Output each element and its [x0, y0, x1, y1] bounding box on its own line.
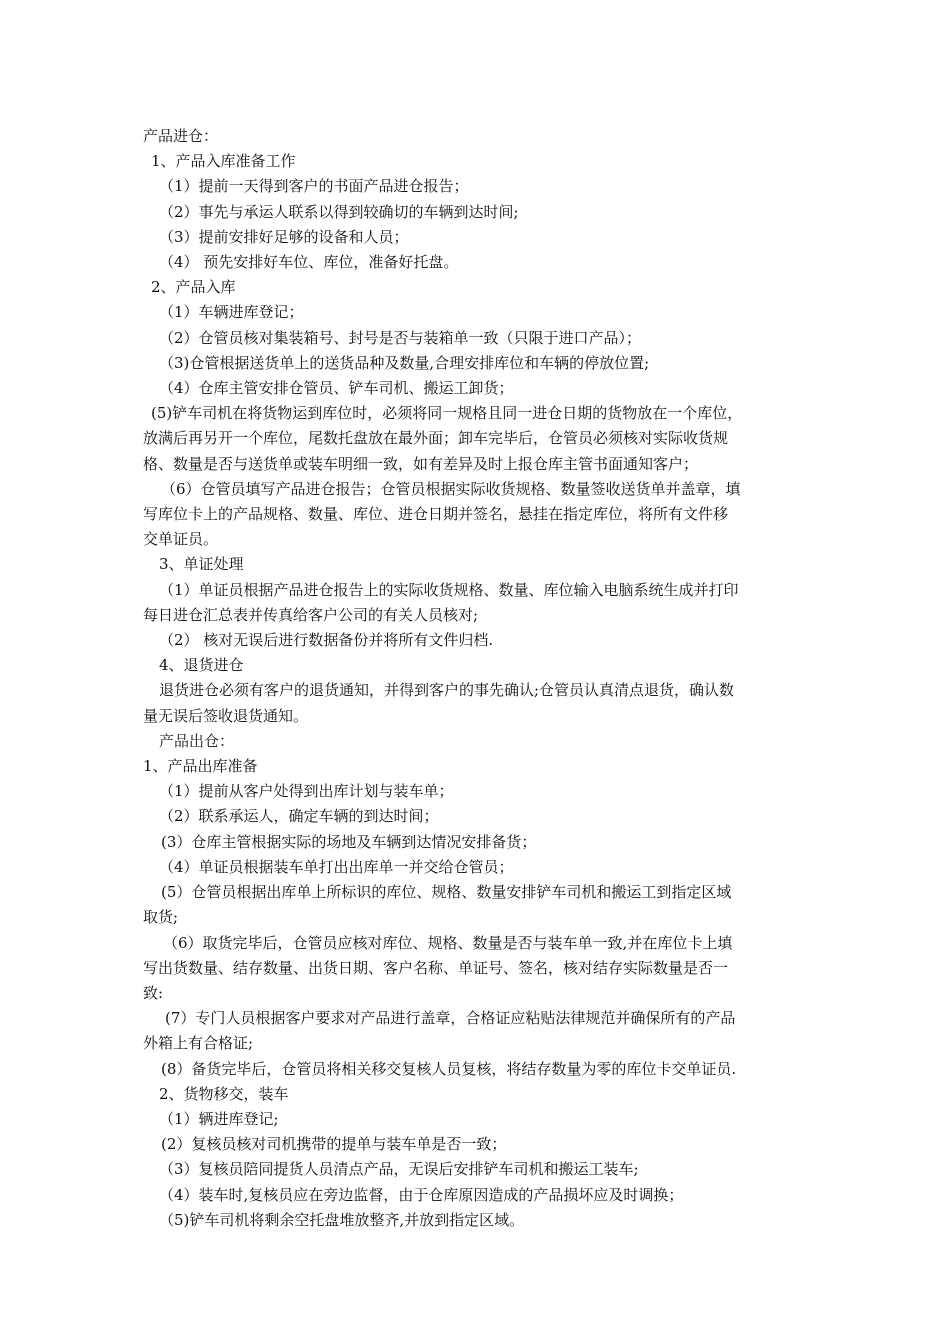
paragraph-line: 交单证员。 — [143, 530, 219, 549]
list-item: （3)仓管根据送货单上的送货品种及数量,合理安排库位和车辆的停放位置; — [159, 353, 650, 372]
list-item: (7）专门人员根据客户要求对产品进行盖章，合格证应粘贴法律规范并确保所有的产品 — [165, 1009, 736, 1028]
subheading-documents: 3、单证处理 — [159, 555, 244, 574]
list-item: （1）辆进库登记; — [159, 1109, 279, 1128]
list-item: （1）提前从客户处得到出库计划与装车单； — [159, 782, 454, 801]
paragraph-line: 放满后再另开一个库位，尾数托盘放在最外面；卸车完毕后，仓管员必须核对实际收货规 — [143, 429, 729, 448]
list-item: （2）事先与承运人联系以得到较确切的车辆到达时间; — [159, 202, 519, 221]
list-item: (2）复核员核对司机携带的提单与装车单是否一致； — [161, 1135, 507, 1154]
subheading-loading: 2、货物移交，装车 — [159, 1084, 289, 1103]
list-item: 写出货数量、结存数量、出货日期、客户名称、单证号、签名，核对结存实际数量是否一 — [143, 958, 729, 977]
list-item: （2）联系承运人，确定车辆的到达时间； — [159, 807, 439, 826]
section-inbound-lines — [143, 124, 811, 401]
paragraph-line: 写库位卡上的产品规格、数量、库位、进仓日期并签名，悬挂在指定库位，将所有文件移 — [143, 505, 729, 524]
list-item: （2） 核对无误后进行数据备份并将所有文件归档. — [159, 631, 494, 650]
list-item: （4）装车时,复核员应在旁边监督，由于仓库原因造成的产品损坏应及时调换； — [159, 1185, 684, 1204]
document-body — [143, 124, 811, 1233]
paragraph-report — [143, 477, 811, 553]
section-remaining-lines — [143, 552, 811, 1232]
list-item: (8）备货完毕后，仓管员将相关移交复核人员复核，将结存数量为零的库位卡交单证员. — [161, 1059, 737, 1078]
paragraph-forklift — [143, 401, 811, 477]
list-item: 取货; — [143, 908, 179, 927]
subheading-returns: 4、退货进仓 — [159, 656, 244, 675]
paragraph-line: 量无误后签收退货通知。 — [143, 706, 309, 725]
list-item: （4）仓库主管安排仓管员、铲车司机、搬运工卸货； — [159, 379, 514, 398]
list-item: （2）仓管员核对集装箱号、封号是否与装箱单一致（只限于进口产品）； — [159, 328, 642, 347]
list-item: （3）复核员陪同提货人员清点产品，无误后安排铲车司机和搬运工装车; — [159, 1160, 639, 1179]
list-item: 致: — [143, 983, 164, 1002]
list-item: （3）提前安排好足够的设备和人员； — [159, 227, 409, 246]
heading-inbound: 产品进仓： — [143, 127, 219, 145]
list-item: （4）单证员根据装车单打出出库单一并交给仓管员； — [159, 857, 514, 876]
list-item: （1）单证员根据产品进仓报告上的实际收货规格、数量、库位输入电脑系统生成并打印 — [159, 580, 739, 599]
list-item: （4） 预先安排好车位、库位，准备好托盘。 — [159, 253, 459, 272]
paragraph-line: 退货进仓必须有客户的退货通知，并得到客户的事先确认;仓管员认真清点退货，确认数 — [159, 681, 735, 700]
subheading-inbound: 2、产品入库 — [151, 278, 236, 297]
subheading-outbound-prep: 1、产品出库准备 — [143, 757, 258, 776]
paragraph-line: (5)铲车司机在将货物运到库位时，必须将同一规格且同一进仓日期的货物放在一个库位， — [151, 404, 743, 423]
list-item: （1）车辆进库登记； — [159, 303, 304, 322]
heading-outbound: 产品出仓： — [159, 731, 235, 750]
list-item: (5）仓管员根据出库单上所标识的库位、规格、数量安排铲车司机和搬运工到指定区域 — [161, 883, 732, 902]
list-item: 外箱上有合格证; — [143, 1034, 254, 1053]
list-item: （5)铲车司机将剩余空托盘堆放整齐,并放到指定区域。 — [159, 1210, 525, 1229]
subheading-inbound-prep: 1、产品入库准备工作 — [151, 152, 296, 171]
list-item: (3）仓库主管根据实际的场地及车辆到达情况安排备货； — [161, 832, 537, 851]
paragraph-line: （6）仓管员填写产品进仓报告；仓管员根据实际收货规格、数量签收送货单并盖章，填 — [161, 479, 741, 498]
list-item: 每日进仓汇总表并传真给客户公司的有关人员核对; — [143, 605, 479, 624]
list-item: （6）取货完毕后，仓管员应核对库位、规格、数量是否与装车单一致,并在库位卡上填 — [163, 933, 733, 952]
paragraph-line: 格、数量是否与送货单或装车明细一致，如有差异及时上报仓库主管书面通知客户； — [143, 454, 699, 473]
list-item: （1）提前一天得到客户的书面产品进仓报告； — [159, 177, 469, 196]
